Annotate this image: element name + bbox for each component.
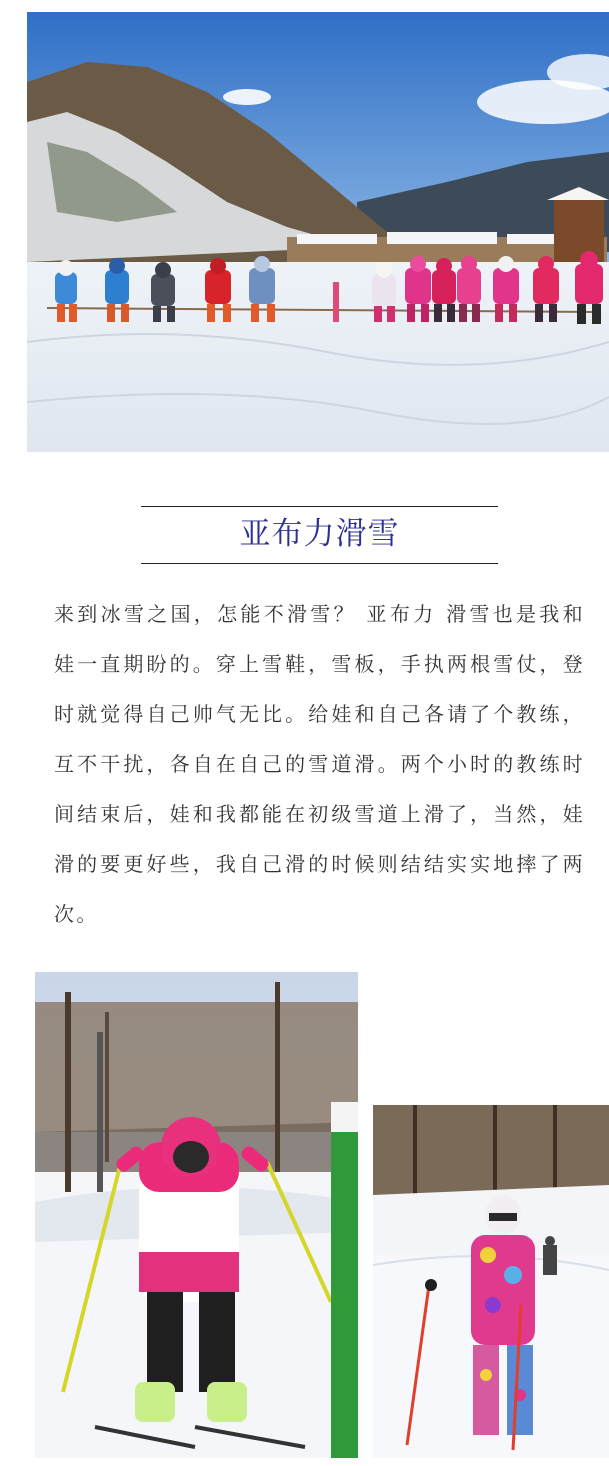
photo-child-skiing-colorful-suit (373, 1105, 609, 1458)
article-paragraph: 来到冰雪之国，怎能不滑雪？ 亚布力 滑雪也是我和娃一直期盼的。穿上雪鞋，雪板，手执两根雪仗，登时就觉得自己帅气无比。给娃和自己各请了个教练，互不干扰，各自在自己的雪道滑。两个小时的教练时间结束后，娃和我都能在初级雪道上滑了，当然，娃滑的要更好些，我自己滑的时候则结结实实地摔了两次。 (54, 602, 585, 926)
section-heading-block (141, 506, 498, 564)
heading-top-rule (141, 506, 498, 507)
hero-photo-snow-tug-of-war (27, 12, 609, 452)
photo-child-skiing-pink-jacket (35, 972, 358, 1458)
section-heading: 亚布力滑雪 (239, 516, 400, 552)
heading-bottom-rule (141, 563, 498, 564)
